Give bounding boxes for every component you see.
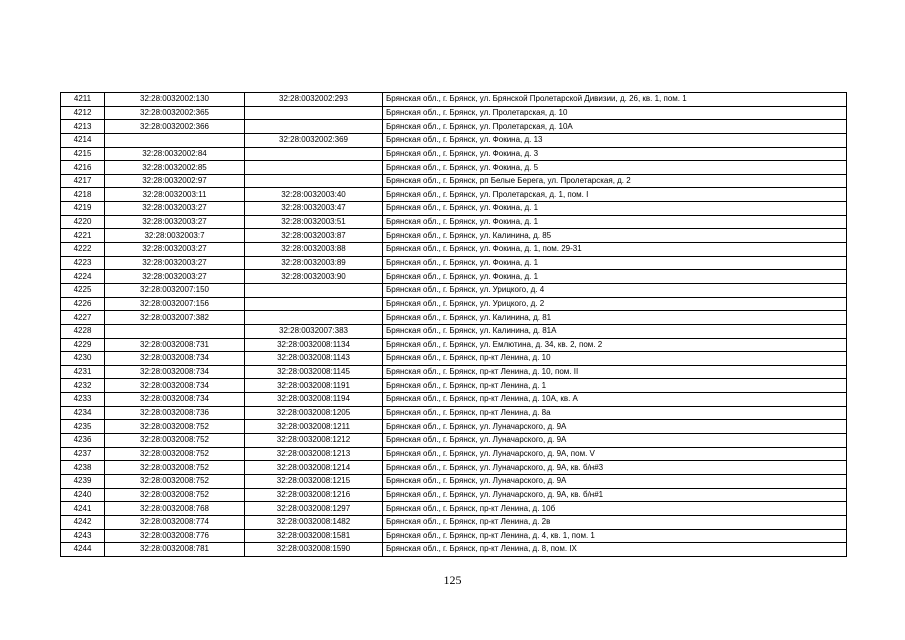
land-cadastral-number-cell: 32:28:0032007:156	[105, 297, 245, 311]
row-number-cell: 4241	[61, 502, 105, 516]
registry-table-body	[61, 93, 847, 557]
address-cell: Брянская обл., г. Брянск, ул. Фокина, д. 3	[383, 147, 847, 161]
land-cadastral-number-cell: 32:28:0032002:365	[105, 106, 245, 120]
object-cadastral-number-cell	[245, 106, 383, 120]
address-cell: Брянская обл., г. Брянск, ул. Фокина, д. 1	[383, 270, 847, 284]
row-number-cell: 4213	[61, 120, 105, 134]
row-number-cell: 4220	[61, 215, 105, 229]
land-cadastral-number-cell: 32:28:0032008:734	[105, 352, 245, 366]
object-cadastral-number-cell	[245, 297, 383, 311]
land-cadastral-number-cell: 32:28:0032002:130	[105, 93, 245, 107]
land-cadastral-number-cell: 32:28:0032007:382	[105, 311, 245, 325]
address-cell: Брянская обл., г. Брянск, пр-кт Ленина, д. 4, кв. 1, пом. 1	[383, 529, 847, 543]
object-cadastral-number-cell: 32:28:0032003:88	[245, 243, 383, 257]
object-cadastral-number-cell: 32:28:0032008:1214	[245, 461, 383, 475]
address-cell: Брянская обл., г. Брянск, ул. Луначарского, д. 9А	[383, 434, 847, 448]
row-number-cell: 4230	[61, 352, 105, 366]
object-cadastral-number-cell: 32:28:0032008:1145	[245, 365, 383, 379]
table-row	[61, 270, 847, 284]
object-cadastral-number-cell: 32:28:0032008:1134	[245, 338, 383, 352]
row-number-cell: 4218	[61, 188, 105, 202]
address-cell: Брянская обл., г. Брянск, пр-кт Ленина, д. 8, пом. IX	[383, 543, 847, 557]
table-row	[61, 215, 847, 229]
object-cadastral-number-cell	[245, 161, 383, 175]
table-row	[61, 529, 847, 543]
land-cadastral-number-cell: 32:28:0032008:752	[105, 434, 245, 448]
object-cadastral-number-cell: 32:28:0032008:1215	[245, 474, 383, 488]
table-row	[61, 297, 847, 311]
table-row	[61, 229, 847, 243]
land-cadastral-number-cell: 32:28:0032008:774	[105, 515, 245, 529]
land-cadastral-number-cell: 32:28:0032008:731	[105, 338, 245, 352]
address-cell: Брянская обл., г. Брянск, ул. Пролетарская, д. 10А	[383, 120, 847, 134]
table-row	[61, 120, 847, 134]
address-cell: Брянская обл., г. Брянск, ул. Урицкого, д. 4	[383, 283, 847, 297]
object-cadastral-number-cell	[245, 311, 383, 325]
address-cell: Брянская обл., г. Брянск, ул. Урицкого, д. 2	[383, 297, 847, 311]
row-number-cell: 4225	[61, 283, 105, 297]
address-cell: Брянская обл., г. Брянск, ул. Фокина, д. 1, пом. 29-31	[383, 243, 847, 257]
land-cadastral-number-cell: 32:28:0032003:7	[105, 229, 245, 243]
object-cadastral-number-cell: 32:28:0032007:383	[245, 324, 383, 338]
object-cadastral-number-cell	[245, 174, 383, 188]
address-cell: Брянская обл., г. Брянск, ул. Луначарского, д. 9А, кв. б/н#3	[383, 461, 847, 475]
address-cell: Брянская обл., г. Брянск, ул. Луначарского, д. 9А	[383, 474, 847, 488]
land-cadastral-number-cell: 32:28:0032008:734	[105, 365, 245, 379]
address-cell: Брянская обл., г. Брянск, ул. Калинина, д. 81	[383, 311, 847, 325]
row-number-cell: 4240	[61, 488, 105, 502]
row-number-cell: 4242	[61, 515, 105, 529]
table-row	[61, 543, 847, 557]
address-cell: Брянская обл., г. Брянск, ул. Фокина, д. 13	[383, 133, 847, 147]
table-row	[61, 461, 847, 475]
address-cell: Брянская обл., г. Брянск, пр-кт Ленина, д. 10А, кв. А	[383, 393, 847, 407]
row-number-cell: 4231	[61, 365, 105, 379]
row-number-cell: 4217	[61, 174, 105, 188]
address-cell: Брянская обл., г. Брянск, ул. Фокина, д. 1	[383, 215, 847, 229]
table-row	[61, 488, 847, 502]
object-cadastral-number-cell: 32:28:0032003:90	[245, 270, 383, 284]
address-cell: Брянская обл., г. Брянск, ул. Фокина, д. 5	[383, 161, 847, 175]
land-cadastral-number-cell	[105, 324, 245, 338]
land-cadastral-number-cell	[105, 133, 245, 147]
address-cell: Брянская обл., г. Брянск, ул. Луначарского, д. 9А, пом. V	[383, 447, 847, 461]
land-cadastral-number-cell: 32:28:0032008:734	[105, 393, 245, 407]
table-row	[61, 406, 847, 420]
address-cell: Брянская обл., г. Брянск, пр-кт Ленина, д. 1	[383, 379, 847, 393]
row-number-cell: 4235	[61, 420, 105, 434]
row-number-cell: 4239	[61, 474, 105, 488]
table-row	[61, 93, 847, 107]
row-number-cell: 4211	[61, 93, 105, 107]
table-row	[61, 474, 847, 488]
row-number-cell: 4221	[61, 229, 105, 243]
row-number-cell: 4243	[61, 529, 105, 543]
address-cell: Брянская обл., г. Брянск, ул. Фокина, д. 1	[383, 256, 847, 270]
object-cadastral-number-cell: 32:28:0032002:293	[245, 93, 383, 107]
land-cadastral-number-cell: 32:28:0032008:736	[105, 406, 245, 420]
land-cadastral-number-cell: 32:28:0032008:752	[105, 420, 245, 434]
table-row	[61, 161, 847, 175]
object-cadastral-number-cell	[245, 283, 383, 297]
registry-table	[60, 92, 847, 557]
table-row	[61, 174, 847, 188]
table-row	[61, 352, 847, 366]
row-number-cell: 4223	[61, 256, 105, 270]
table-row	[61, 324, 847, 338]
land-cadastral-number-cell: 32:28:0032008:781	[105, 543, 245, 557]
land-cadastral-number-cell: 32:28:0032002:366	[105, 120, 245, 134]
row-number-cell: 4229	[61, 338, 105, 352]
row-number-cell: 4214	[61, 133, 105, 147]
address-cell: Брянская обл., г. Брянск, ул. Луначарского, д. 9А	[383, 420, 847, 434]
object-cadastral-number-cell: 32:28:0032008:1143	[245, 352, 383, 366]
object-cadastral-number-cell: 32:28:0032008:1213	[245, 447, 383, 461]
row-number-cell: 4215	[61, 147, 105, 161]
row-number-cell: 4212	[61, 106, 105, 120]
land-cadastral-number-cell: 32:28:0032003:27	[105, 256, 245, 270]
row-number-cell: 4227	[61, 311, 105, 325]
land-cadastral-number-cell: 32:28:0032003:27	[105, 270, 245, 284]
address-cell: Брянская обл., г. Брянск, пр-кт Ленина, д. 10	[383, 352, 847, 366]
address-cell: Брянская обл., г. Брянск, рп Белые Берега, ул. Пролетарская, д. 2	[383, 174, 847, 188]
land-cadastral-number-cell: 32:28:0032003:27	[105, 243, 245, 257]
row-number-cell: 4244	[61, 543, 105, 557]
land-cadastral-number-cell: 32:28:0032008:752	[105, 488, 245, 502]
address-cell: Брянская обл., г. Брянск, ул. Пролетарская, д. 1, пом. I	[383, 188, 847, 202]
row-number-cell: 4228	[61, 324, 105, 338]
page-number: 125	[443, 573, 462, 587]
address-cell: Брянская обл., г. Брянск, пр-кт Ленина, д. 2в	[383, 515, 847, 529]
address-cell: Брянская обл., г. Брянск, пр-кт Ленина, д. 10б	[383, 502, 847, 516]
table-row	[61, 338, 847, 352]
address-cell: Брянская обл., г. Брянск, пр-кт Ленина, д. 10, пом. II	[383, 365, 847, 379]
table-row	[61, 502, 847, 516]
row-number-cell: 4238	[61, 461, 105, 475]
table-row	[61, 365, 847, 379]
land-cadastral-number-cell: 32:28:0032003:11	[105, 188, 245, 202]
table-row	[61, 283, 847, 297]
table-row	[61, 515, 847, 529]
land-cadastral-number-cell: 32:28:0032008:768	[105, 502, 245, 516]
table-row	[61, 434, 847, 448]
row-number-cell: 4236	[61, 434, 105, 448]
table-row	[61, 447, 847, 461]
object-cadastral-number-cell: 32:28:0032008:1590	[245, 543, 383, 557]
row-number-cell: 4233	[61, 393, 105, 407]
table-row	[61, 311, 847, 325]
object-cadastral-number-cell: 32:28:0032008:1482	[245, 515, 383, 529]
land-cadastral-number-cell: 32:28:0032008:752	[105, 461, 245, 475]
object-cadastral-number-cell: 32:28:0032008:1205	[245, 406, 383, 420]
table-row	[61, 147, 847, 161]
land-cadastral-number-cell: 32:28:0032002:84	[105, 147, 245, 161]
object-cadastral-number-cell: 32:28:0032008:1216	[245, 488, 383, 502]
row-number-cell: 4232	[61, 379, 105, 393]
address-cell: Брянская обл., г. Брянск, ул. Пролетарская, д. 10	[383, 106, 847, 120]
land-cadastral-number-cell: 32:28:0032008:734	[105, 379, 245, 393]
table-row	[61, 256, 847, 270]
table-row	[61, 393, 847, 407]
address-cell: Брянская обл., г. Брянск, пр-кт Ленина, д. 8а	[383, 406, 847, 420]
land-cadastral-number-cell: 32:28:0032008:752	[105, 447, 245, 461]
object-cadastral-number-cell: 32:28:0032008:1211	[245, 420, 383, 434]
object-cadastral-number-cell: 32:28:0032003:87	[245, 229, 383, 243]
row-number-cell: 4219	[61, 202, 105, 216]
table-row	[61, 420, 847, 434]
address-cell: Брянская обл., г. Брянск, ул. Фокина, д. 1	[383, 202, 847, 216]
object-cadastral-number-cell: 32:28:0032002:369	[245, 133, 383, 147]
address-cell: Брянская обл., г. Брянск, ул. Луначарского, д. 9А, кв. б/н#1	[383, 488, 847, 502]
table-row	[61, 243, 847, 257]
table-row	[61, 188, 847, 202]
object-cadastral-number-cell: 32:28:0032003:89	[245, 256, 383, 270]
object-cadastral-number-cell: 32:28:0032003:47	[245, 202, 383, 216]
address-cell: Брянская обл., г. Брянск, ул. Калинина, д. 85	[383, 229, 847, 243]
row-number-cell: 4224	[61, 270, 105, 284]
row-number-cell: 4226	[61, 297, 105, 311]
object-cadastral-number-cell: 32:28:0032008:1212	[245, 434, 383, 448]
land-cadastral-number-cell: 32:28:0032002:97	[105, 174, 245, 188]
object-cadastral-number-cell	[245, 120, 383, 134]
table-row	[61, 106, 847, 120]
row-number-cell: 4216	[61, 161, 105, 175]
land-cadastral-number-cell: 32:28:0032008:752	[105, 474, 245, 488]
object-cadastral-number-cell: 32:28:0032008:1194	[245, 393, 383, 407]
object-cadastral-number-cell: 32:28:0032003:40	[245, 188, 383, 202]
address-cell: Брянская обл., г. Брянск, ул. Калинина, д. 81А	[383, 324, 847, 338]
land-cadastral-number-cell: 32:28:0032003:27	[105, 215, 245, 229]
row-number-cell: 4222	[61, 243, 105, 257]
table-row	[61, 379, 847, 393]
address-cell: Брянская обл., г. Брянск, ул. Емлютина, д. 34, кв. 2, пом. 2	[383, 338, 847, 352]
table-row	[61, 202, 847, 216]
object-cadastral-number-cell	[245, 147, 383, 161]
row-number-cell: 4234	[61, 406, 105, 420]
address-cell: Брянская обл., г. Брянск, ул. Брянской Пролетарской Дивизии, д. 26, кв. 1, пом. 1	[383, 93, 847, 107]
land-cadastral-number-cell: 32:28:0032008:776	[105, 529, 245, 543]
row-number-cell: 4237	[61, 447, 105, 461]
table-row	[61, 133, 847, 147]
object-cadastral-number-cell: 32:28:0032008:1191	[245, 379, 383, 393]
land-cadastral-number-cell: 32:28:0032007:150	[105, 283, 245, 297]
object-cadastral-number-cell: 32:28:0032003:51	[245, 215, 383, 229]
object-cadastral-number-cell: 32:28:0032008:1581	[245, 529, 383, 543]
object-cadastral-number-cell: 32:28:0032008:1297	[245, 502, 383, 516]
land-cadastral-number-cell: 32:28:0032003:27	[105, 202, 245, 216]
land-cadastral-number-cell: 32:28:0032002:85	[105, 161, 245, 175]
